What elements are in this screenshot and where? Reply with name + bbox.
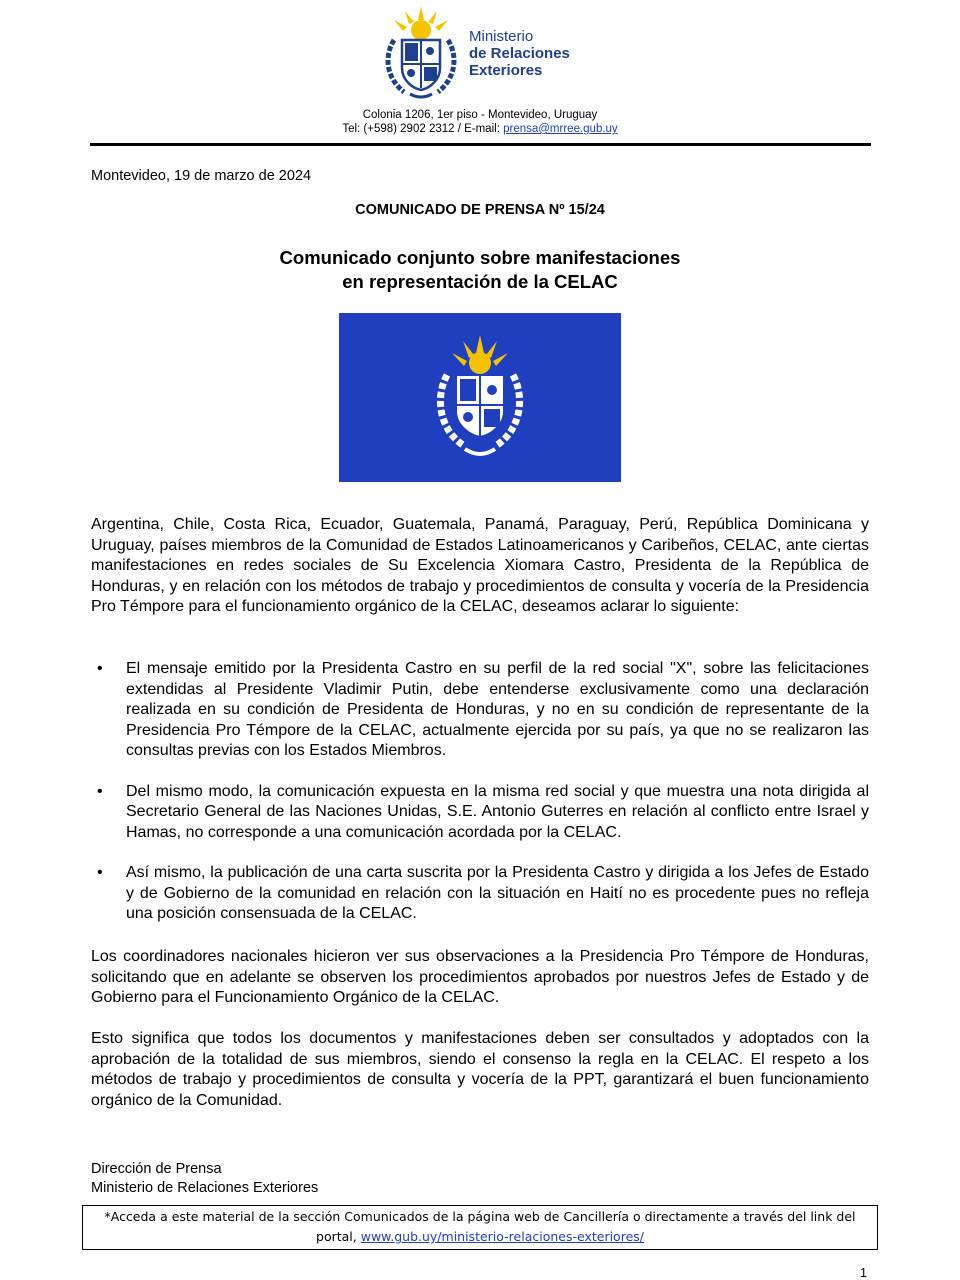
- email-link[interactable]: prensa@mrree.gub.uy: [503, 123, 618, 135]
- document-title: [0, 246, 960, 294]
- list-item: [91, 782, 869, 844]
- document-date: Montevideo, 19 de marzo de 2024: [91, 168, 312, 184]
- bullet-list: [91, 659, 869, 945]
- contact-prefix: Tel: (+598) 2902 2312 / E-mail:: [342, 123, 504, 135]
- list-item-text: Así mismo, la publicación de una carta suscrita por la Presidenta Castro y dirigida a los Jefes de Estado y de Gobierno de la comunidad en relación con la situación en Haití no es procedente pues no refleja una posición consensuada de la CELAC.: [126, 864, 869, 922]
- signature-line-1: Dirección de Prensa: [91, 1161, 222, 1177]
- contact-line: [0, 122, 960, 136]
- bullet-icon: •: [97, 782, 103, 800]
- title-line-1: Comunicado conjunto sobre manifestaciones: [279, 247, 681, 268]
- title-line-2: en representación de la CELAC: [342, 271, 618, 292]
- ministry-name: [469, 28, 570, 79]
- address-block: [0, 108, 960, 136]
- signature-line-2: Ministerio de Relaciones Exteriores: [91, 1180, 319, 1196]
- list-item: [91, 659, 869, 762]
- coat-of-arms-icon: [339, 313, 621, 482]
- bullet-icon: •: [97, 660, 103, 677]
- emblem-flag-image: [339, 313, 621, 482]
- portal-link[interactable]: www.gub.uy/ministerio-relaciones-exteriores/: [360, 1229, 644, 1244]
- paragraph-intro: Argentina, Chile, Costa Rica, Ecuador, Guatemala, Panamá, Paraguay, Perú, República Dominicana y Uruguay, países miembros de la Comunidad de Estados Latinoamericanos y Caribeños, CELAC, ante ciertas manifestaciones en redes sociales de Su Excelencia Xiomara Castro, Presidenta de la República de Honduras, y en relación con los métodos de trabajo y procedimientos de consulta y vocería de la Presidencia Pro Témpore para el funcionamiento orgánico de la CELAC, deseamos aclarar lo siguiente:: [91, 516, 869, 615]
- list-item: [91, 863, 869, 925]
- page-number: 1: [860, 1266, 867, 1280]
- press-release-number: COMUNICADO DE PRENSA Nº 15/24: [355, 202, 605, 218]
- signature-block: [91, 1160, 318, 1198]
- ministry-line-3: Exteriores: [469, 62, 543, 79]
- address-line: Colonia 1206, 1er piso - Montevideo, Uruguay: [362, 109, 598, 121]
- ministry-line-2: de Relaciones: [469, 45, 570, 62]
- paragraph-coordinators: Los coordinadores nacionales hicieron ver sus observaciones a la Presidencia Pro Témpore de Honduras, solicitando que en adelante se observen los procedimientos aprobados por nuestros Jefes de Estado y de Gobierno para el Funcionamiento Orgánico de la CELAC.: [91, 948, 869, 1006]
- paragraph-consensus: Esto significa que todos los documentos y manifestaciones deben ser consultados y adoptados con la aprobación de la totalidad de sus miembros, siendo el consenso la regla en la CELAC. El respeto a los métodos de trabajo y procedimientos de consulta y vocería de la PPT, garantizará el buen funcionamiento orgánico de la Comunidad.: [91, 1030, 869, 1109]
- ministry-line-1: Ministerio: [469, 28, 534, 45]
- coat-of-arms-icon: [380, 6, 462, 100]
- footer-note: [82, 1205, 878, 1250]
- header-divider: [90, 143, 871, 146]
- list-item-text: Del mismo modo, la comunicación expuesta en la misma red social y que muestra una nota dirigida al Secretario General de las Naciones Unidas, S.E. Antonio Guterres en relación al conflicto entre Israel y Hamas, no corresponde a una comunicación acordada por la CELAC.: [126, 782, 869, 841]
- list-item-text: El mensaje emitido por la Presidenta Castro en su perfil de la red social "X", sobre las felicitaciones extendidas al Presidente Vladimir Putin, debe entenderse exclusivamente como una declaración realizada en su condición de Presidenta de Honduras, y no en su condición de representante de la Presidencia Pro Témpore de la CELAC, actualmente ejercida por su país, ya que no se realizaron las consultas previas con los Estados Miembros.: [126, 660, 869, 759]
- bullet-icon: •: [97, 864, 103, 881]
- letterhead: [0, 0, 960, 150]
- footer-text: *Acceda a este material de la sección Comunicados de la página web de Cancillería o directamente a través del link del portal,: [104, 1209, 856, 1244]
